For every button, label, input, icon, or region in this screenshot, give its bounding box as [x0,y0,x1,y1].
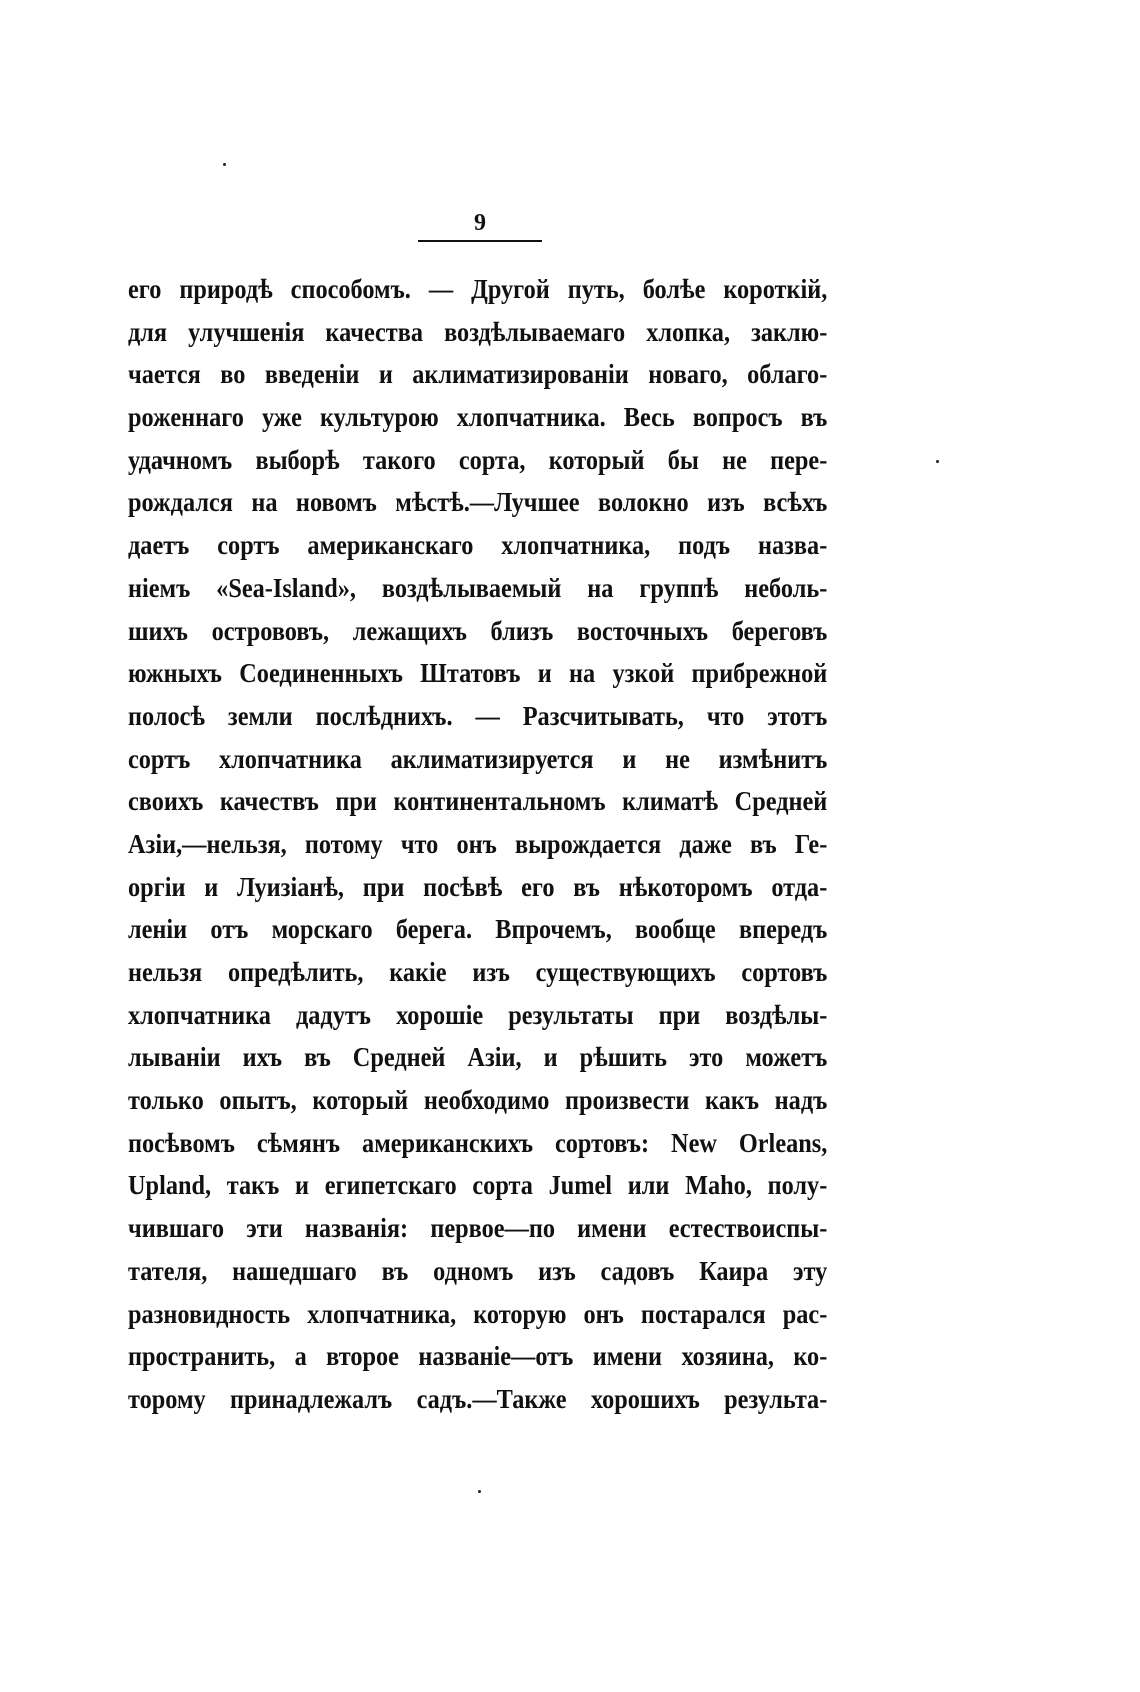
text-line: разновидность хлопчатника, которую онъ постарался рас- [128,1298,828,1329]
text-line: только опытъ, который необходимо произвести какъ надъ [128,1085,828,1116]
text-line: Upland, такъ и египетскаго сорта Jumel или Maho, полу- [128,1170,828,1201]
text-line: для улучшенія качества воздѣлываемаго хлопка, заклю- [128,316,828,347]
text-line: своихъ качествъ при континентальномъ климатѣ Средней [128,786,828,817]
header-rule [418,240,542,242]
page-header [418,208,542,242]
text-line: хлопчатника дадутъ хорошіе результаты при воздѣлы- [128,999,828,1030]
text-line: сортъ хлопчатника аклиматизируется и не измѣнитъ [128,743,828,774]
text-line: удачномъ выборѣ такого сорта, который бы не пере- [128,444,828,475]
text-line: торому принадлежалъ садъ.—Также хорошихъ результа- [128,1383,828,1414]
text-line: роженнаго уже культурою хлопчатника. Весь вопросъ въ [128,402,828,433]
text-line: полосѣ земли послѣднихъ. — Разсчитывать, что этотъ [128,700,828,731]
text-line: тателя, нашедшаго въ одномъ изъ садовъ Каира эту [128,1255,828,1286]
ink-speck [478,1490,481,1493]
text-line: чается во введеніи и аклиматизированіи новаго, облаго- [128,359,828,390]
text-line: Азіи,—нельзя, потому что онъ вырождается даже въ Ге- [128,828,828,859]
text-line: посѣвомъ сѣмянъ американскихъ сортовъ: New Orleans, [128,1127,828,1158]
text-line: леніи отъ морскаго берега. Впрочемъ, вообще впередъ [128,914,828,945]
ink-speck [223,163,226,166]
text-line: его природѣ способомъ. — Другой путь, болѣе короткій, [128,274,828,304]
body-text [128,268,828,1421]
text-line: оргіи и Луизіанѣ, при посѣвѣ его въ нѣкоторомъ отда- [128,871,828,902]
text-line: лываніи ихъ въ Средней Азіи, и рѣшить это можетъ [128,1042,828,1073]
text-line: пространить, а второе названіе—отъ имени хозяина, ко- [128,1341,828,1372]
page-number: 9 [474,210,486,236]
text-line: шихъ острововъ, лежащихъ близъ восточныхъ береговъ [128,615,828,646]
ink-speck [936,460,939,463]
text-line: ніемъ «Sea-Island», воздѣлываемый на группѣ неболь- [128,572,828,603]
text-line: южныхъ Соединенныхъ Штатовъ и на узкой прибрежной [128,658,828,689]
text-line: чившаго эти названія: первое—по имени естествоиспы- [128,1213,828,1244]
text-line: рождался на новомъ мѣстѣ.—Лучшее волокно изъ всѣхъ [128,487,828,518]
text-line: даетъ сортъ американскаго хлопчатника, подъ назва- [128,530,828,561]
text-line: нельзя опредѣлить, какіе изъ существующихъ сортовъ [128,957,828,987]
